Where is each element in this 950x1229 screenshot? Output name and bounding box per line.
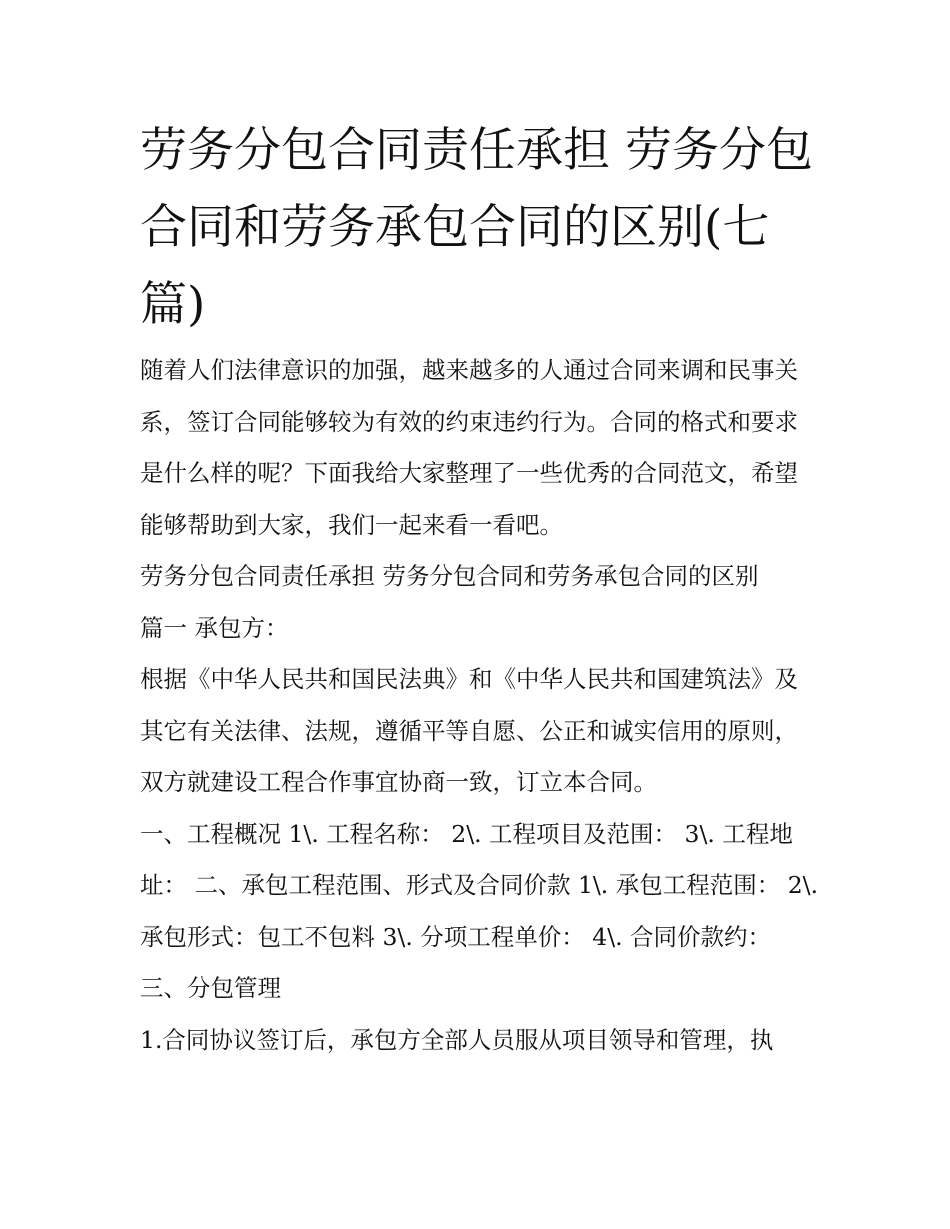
legal-basis-paragraph: 根据《中华人民共和国民法典》和《中华人民共和国建筑法》及其它有关法律、法规，遵循平等自愿、公正和诚实信用的原则，双方就建设工程合作事宜协商一致，订立本合同。	[140, 665, 798, 796]
contract-form-paragraph: 承包形式：包工不包料 3\. 分项工程单价： 4\. 合同价款约：	[140, 922, 772, 951]
intro-paragraph: 随着人们法律意识的加强，越来越多的人通过合同来调和民事关系，签订合同能够较为有效的约束违约行为。合同的格式和要求是什么样的呢？下面我给大家整理了一些优秀的合同范文，希望能够帮助到大家，我们一起来看一看吧。	[140, 356, 798, 539]
section-heading: 篇一 承包方：	[140, 613, 289, 642]
subcontract-management-heading: 三、分包管理	[140, 974, 281, 1002]
management-clause-paragraph: 1.合同协议签订后，承包方全部人员服从项目领导和管理，执	[140, 1025, 774, 1054]
project-overview-paragraph: 一、工程概况 1\. 工程名称： 2\. 工程项目及范围： 3\. 工程地址： 二、承包工程范围、形式及合同价款 1\. 承包工程范围： 2\.	[140, 819, 819, 899]
document-title: 劳务分包合同责任承担 劳务分包合同和劳务承包合同的区别(七篇)	[140, 123, 813, 332]
document-body	[140, 112, 820, 1066]
subtitle-line: 劳务分包合同责任承担 劳务分包合同和劳务承包合同的区别	[140, 562, 759, 590]
